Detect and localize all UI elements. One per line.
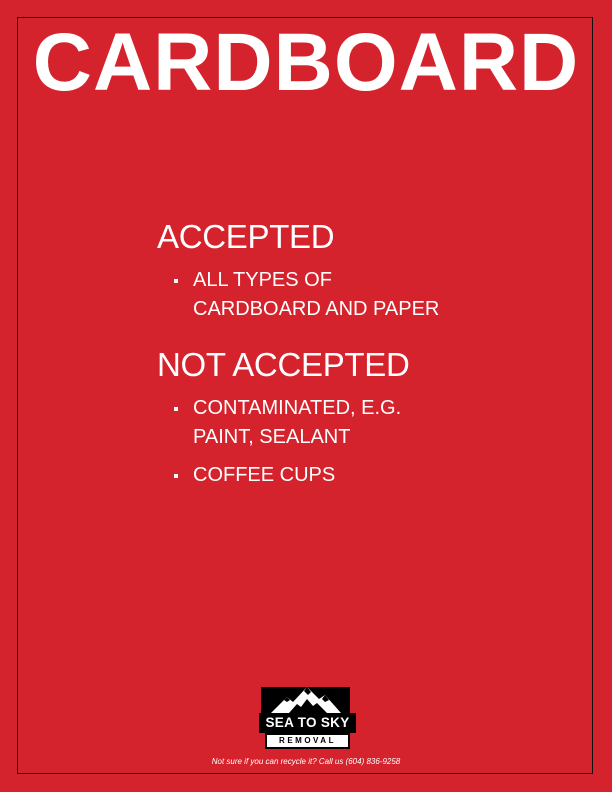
logo-subtitle: REMOVAL (265, 733, 350, 749)
mountain-icon (261, 687, 350, 713)
list-item (157, 394, 457, 452)
list-item (157, 461, 457, 490)
logo-name: SEA TO SKY (259, 713, 356, 733)
bullet-icon (174, 474, 178, 478)
bullet-icon (174, 279, 178, 283)
accepted-heading: ACCEPTED (157, 218, 335, 255)
accepted-list (157, 266, 457, 324)
recycling-guidelines (157, 218, 457, 499)
footer-note: Not sure if you can recycle it? Call us (604) 836-9258 (211, 757, 401, 766)
list-item-text: ALL TYPES OF CARDBOARD AND PAPER (193, 268, 440, 320)
company-logo (259, 675, 356, 750)
list-item-text: COFFEE CUPS (193, 463, 336, 486)
not-accepted-heading: NOT ACCEPTED (157, 345, 410, 383)
bullet-icon (174, 407, 178, 411)
list-item (157, 266, 457, 324)
list-item-text: CONTAMINATED, E.G. PAINT, SEALANT (193, 396, 402, 448)
page-title: CARDBOARD (32, 17, 580, 108)
not-accepted-list (157, 394, 457, 490)
